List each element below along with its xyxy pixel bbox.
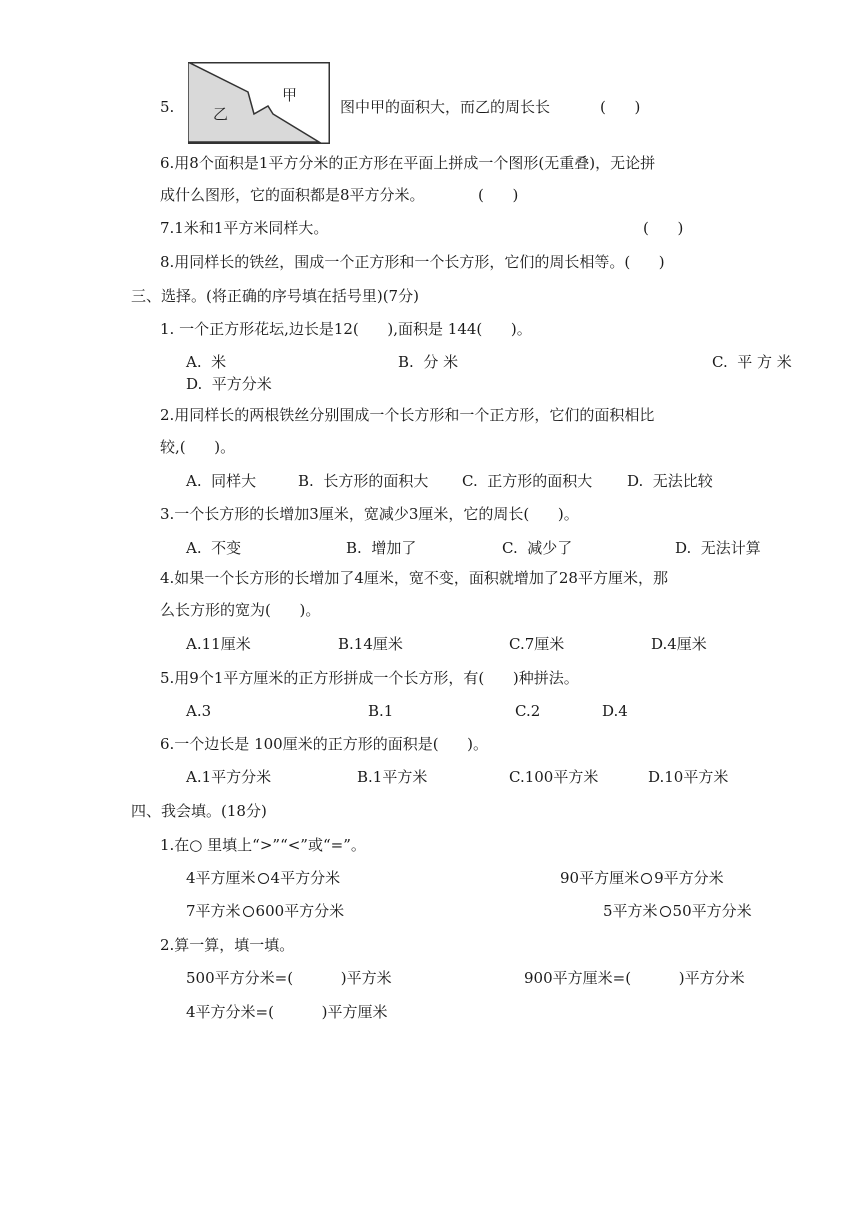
compare-row-2 [560, 868, 724, 888]
fill-heading: 四、我会填。(18分) [131, 802, 267, 820]
choice-q3-option-a[interactable]: A. 不变 [186, 539, 242, 557]
judge-q5-number: 5. [160, 98, 175, 116]
compare-row-1 [186, 868, 340, 888]
compare-circle-blank[interactable] [243, 906, 254, 917]
choice-q1-option-b[interactable]: B. 分 米 [398, 353, 459, 371]
choice-q2-stem-line2: 较,( )。 [160, 438, 236, 456]
compare-row-3 [186, 901, 344, 921]
choice-q5-option-d[interactable]: D.4 [602, 702, 628, 720]
compare-circle-blank[interactable] [641, 873, 652, 884]
compare-left-value: 90平方厘米 [560, 869, 640, 887]
q5-figure-label-jia: 甲 [282, 86, 298, 104]
choice-q5-option-a[interactable]: A.3 [186, 702, 212, 720]
choice-q5-stem: 5.用9个1平方厘米的正方形拼成一个长方形，有( )种拼法。 [160, 669, 579, 687]
choice-q6-option-b[interactable]: B.1平方米 [357, 768, 428, 786]
fill-q2-stem: 2.算一算，填一填。 [160, 936, 295, 954]
compare-right-value: 50平方分米 [672, 902, 752, 920]
choice-q3-option-d[interactable]: D. 无法计算 [675, 539, 761, 557]
fill-q1-stem: 1.在○ 里填上“>”“<”或“=”。 [160, 836, 366, 854]
judge-q6-answer-paren[interactable]: ( ) [478, 186, 519, 204]
compare-right-value: 600平方分米 [255, 902, 345, 920]
choice-q2-option-a[interactable]: A. 同样大 [186, 472, 257, 490]
fill-q2-item-3[interactable]: 4平方分米=( )平方厘米 [186, 1003, 388, 1021]
choice-q1-option-c[interactable]: C. 平 方 米 [712, 353, 792, 371]
choice-q4-option-c[interactable]: C.7厘米 [509, 635, 565, 653]
judge-q5-text: 图中甲的面积大，而乙的周长长 [340, 98, 551, 116]
choice-q1-stem: 1. 一个正方形花坛,边长是12( ),面积是 144( )。 [160, 320, 532, 338]
choice-q2-option-b[interactable]: B. 长方形的面积大 [298, 472, 429, 490]
compare-row-4 [603, 901, 752, 921]
choice-q3-option-b[interactable]: B. 增加了 [346, 539, 417, 557]
choice-q6-option-d[interactable]: D.10平方米 [648, 768, 729, 786]
q5-figure-label-yi: 乙 [213, 105, 229, 123]
choice-q6-stem: 6.一个边长是 100厘米的正方形的面积是( )。 [160, 735, 489, 753]
compare-right-value: 4平方分米 [270, 869, 341, 887]
q5-figure [188, 62, 330, 144]
compare-circle-blank[interactable] [660, 906, 671, 917]
judge-q7-text: 7.1米和1平方米同样大。 [160, 219, 329, 237]
compare-right-value: 9平方分米 [654, 869, 724, 887]
choice-q1-option-d[interactable]: D. 平方分米 [186, 375, 272, 393]
choice-q2-option-c[interactable]: C. 正方形的面积大 [462, 472, 593, 490]
choice-q1-option-a[interactable]: A. 米 [186, 353, 227, 371]
choice-q4-option-a[interactable]: A.11厘米 [186, 635, 251, 653]
compare-left-value: 5平方米 [603, 902, 658, 920]
choice-q5-option-c[interactable]: C.2 [515, 702, 541, 720]
fill-q2-item-2[interactable]: 900平方厘米=( )平方分米 [524, 969, 745, 987]
choice-q5-option-b[interactable]: B.1 [368, 702, 394, 720]
judge-q6-line1: 6.用8个面积是1平方分米的正方形在平面上拼成一个图形(无重叠)，无论拼 [160, 154, 656, 172]
fill-q2-item-1[interactable]: 500平方分米=( )平方米 [186, 969, 392, 987]
compare-circle-blank[interactable] [258, 873, 269, 884]
choice-q4-stem-line1: 4.如果一个长方形的长增加了4厘米，宽不变，面积就增加了28平方厘米，那 [160, 569, 668, 587]
judge-q6-line2: 成什么图形，它的面积都是8平方分米。 [160, 186, 425, 204]
compare-left-value: 7平方米 [186, 902, 241, 920]
choice-q4-stem-line2: 么长方形的宽为( )。 [160, 601, 321, 619]
compare-left-value: 4平方厘米 [186, 869, 256, 887]
choice-q4-option-b[interactable]: B.14厘米 [338, 635, 403, 653]
judge-q5-answer-paren[interactable]: ( ) [600, 98, 641, 116]
choice-q3-stem: 3.一个长方形的长增加3厘米，宽减少3厘米，它的周长( )。 [160, 505, 579, 523]
choice-q4-option-d[interactable]: D.4厘米 [651, 635, 707, 653]
choice-heading: 三、选择。(将正确的序号填在括号里)(7分) [131, 287, 419, 305]
judge-q8-text: 8.用同样长的铁丝，围成一个正方形和一个长方形，它们的周长相等。( ) [160, 253, 665, 271]
choice-q6-option-c[interactable]: C.100平方米 [509, 768, 599, 786]
choice-q3-option-c[interactable]: C. 减少了 [502, 539, 573, 557]
choice-q2-stem-line1: 2.用同样长的两根铁丝分别围成一个长方形和一个正方形，它们的面积相比 [160, 406, 655, 424]
choice-q2-option-d[interactable]: D. 无法比较 [627, 472, 713, 490]
choice-q6-option-a[interactable]: A.1平方分米 [186, 768, 272, 786]
judge-q7-answer-paren[interactable]: ( ) [643, 219, 684, 237]
